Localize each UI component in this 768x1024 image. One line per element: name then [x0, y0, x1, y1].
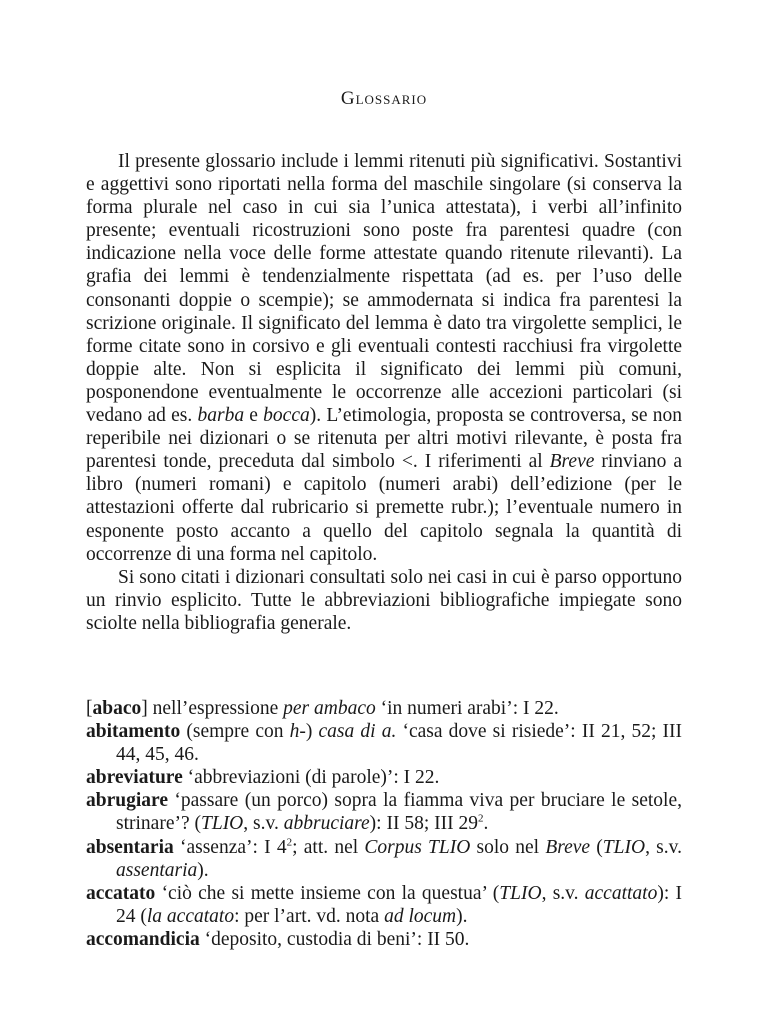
text: ). — [197, 859, 209, 881]
italic-text: Corpus TLIO — [364, 836, 471, 858]
italic-text: barba — [197, 405, 245, 427]
text: e — [244, 405, 264, 427]
lemma: abrugiare — [86, 790, 168, 812]
entry-abitamento — [86, 720, 682, 766]
lemma: abitamento — [86, 721, 181, 743]
text: rinviano a libro (numeri romani) e capitolo (numeri arabi) dell’edizione (per le attestazioni offerte dal rubricario si premette rubr.); l’eventuale numero in esponente posto accanto a quello del capitolo segnala la quantità di occorrenze di una forma nel capitolo. — [86, 451, 682, 565]
italic-text: ad locum — [384, 905, 457, 927]
italic-text: casa di a. — [318, 721, 397, 743]
superscript-count: 2 — [286, 836, 293, 849]
text: ‘deposito, custodia di beni’: II 50. — [199, 928, 470, 950]
intro-paragraph-1 — [86, 150, 682, 566]
italic-text: abbruciare — [283, 813, 370, 835]
italic-text: Breve — [549, 451, 595, 473]
text: ‘assenza’: I 4 — [173, 836, 287, 858]
text: ): II 58; III 29 — [369, 813, 478, 835]
page-title: Glossario — [340, 88, 428, 109]
text: ): I 24 ( — [116, 882, 683, 927]
text: ‘ciò che si mette insieme con la questua’ ( — [155, 882, 500, 904]
entry-abrugiare — [86, 789, 682, 835]
entry-absentaria — [86, 836, 682, 882]
text: ‘passare (un porco) sopra la fiamma viva per bruciare le setole, strinare’? ( — [116, 790, 682, 835]
text: , s.v. — [243, 813, 284, 835]
introduction — [86, 150, 682, 635]
text: ‘abbreviazioni (di parole)’: I 22. — [182, 767, 440, 789]
text: solo nel — [470, 836, 546, 858]
entry-accatato — [86, 882, 682, 928]
entry-accomandicia — [86, 928, 682, 951]
italic-text: TLIO — [499, 882, 542, 904]
italic-text: bocca — [263, 405, 310, 427]
text: Il presente glossario include i lemmi ritenuti più significativi. Sostantivi e aggettivi sono riportati nella forma del maschile singolare (si conserva la forma plurale nel caso in cui sia l’unica attestata), i verbi all’infinito presente; eventuali ricostruzioni sono poste fra parentesi quadre (con indicazione nella voce delle forme attestate quando ritenute rilevanti). La grafia dei lemmi è tendenzialmente rispettata (ad es. per l’uso delle consonanti doppie o scempie); se ammodernata si indica fra parentesi la scrizione originale. Il significato del lemma è dato tra virgolette semplici, le forme citate sono in corsivo e gli eventuali contesti racchiusi fra virgolette doppie alte. Non si esplicita il significato dei lemmi più comuni, posponendone eventualmente le occorrenze alle accezioni particolari (si vedano ad es. — [86, 151, 682, 427]
italic-text: TLIO — [602, 836, 646, 858]
glossary-entries — [86, 697, 682, 951]
lemma: accatato — [86, 882, 156, 904]
text: ). L’etimologia, proposta se controversa, se non reperibile nei dizionari o se ritenuta per altri motivi rilevante, è posta fra parentesi tonde, preceduta dal simbolo <. I riferimenti al — [86, 405, 683, 473]
italic-text: h- — [289, 721, 306, 743]
text: (sempre con — [180, 721, 290, 743]
intro-paragraph-2 — [86, 566, 682, 635]
text: ) — [305, 721, 319, 743]
text: ] nell’espressione — [141, 698, 284, 719]
superscript-count: 2 — [477, 812, 484, 825]
lemma: abreviature — [86, 767, 183, 789]
text: Si sono citati i dizionari consultati solo nei casi in cui è parso opportuno un rinvio esplicito. Tutte le abbreviazioni bibliografiche impiegate sono sciolte nella bibliografia generale. — [86, 566, 682, 634]
text: ‘in numeri arabi’: I 22. — [375, 698, 559, 719]
text: [ — [86, 698, 93, 719]
italic-text: assentaria — [116, 859, 198, 881]
text: ( — [590, 836, 603, 858]
text: , s.v. — [645, 836, 682, 858]
lemma: absentaria — [86, 836, 174, 858]
text: ; att. nel — [292, 836, 365, 858]
text: . — [483, 813, 489, 835]
text: , s.v. — [541, 882, 585, 904]
text: : per l’art. vd. nota — [234, 905, 385, 927]
italic-text: la accatato — [146, 905, 235, 927]
entry-abreviature — [86, 766, 682, 789]
entry-abaco — [86, 697, 682, 720]
italic-text: Breve — [545, 836, 591, 858]
lemma: abaco — [92, 698, 142, 719]
italic-text: TLIO — [201, 813, 244, 835]
lemma: accomandicia — [86, 928, 200, 950]
text: ). — [456, 905, 468, 927]
text: ‘casa dove si risiede’: II 21, 52; III 44, 45, 46. — [116, 721, 683, 766]
italic-text: accattato — [584, 882, 658, 904]
italic-text: per ambaco — [283, 698, 376, 719]
